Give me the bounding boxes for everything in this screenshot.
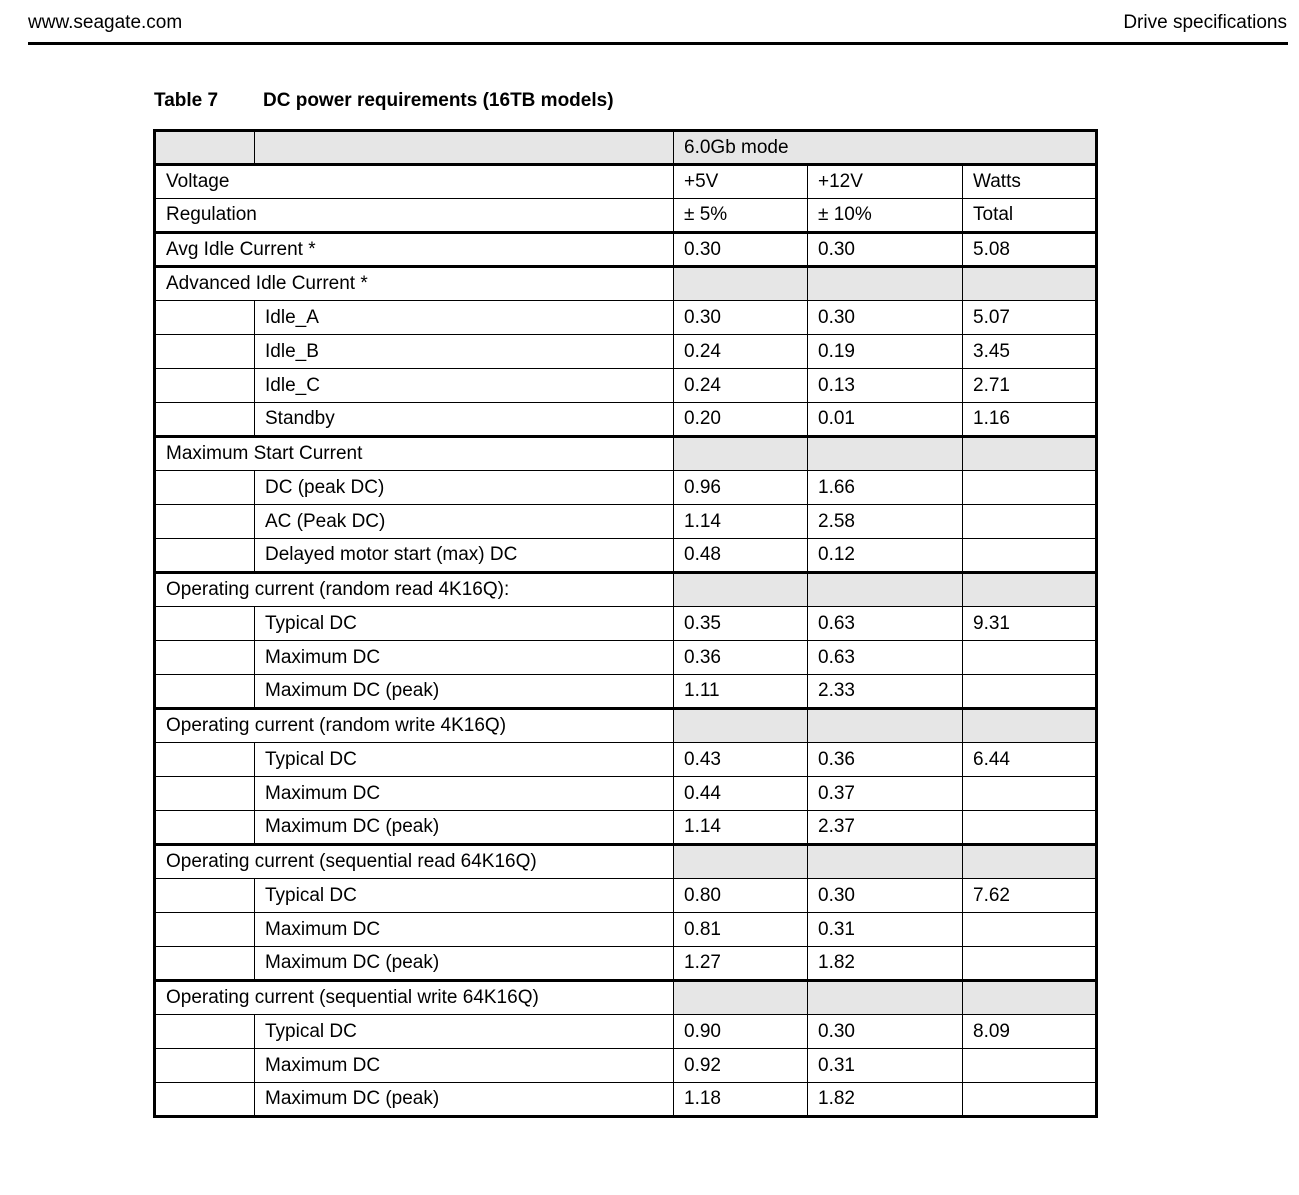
indent-cell xyxy=(155,607,255,641)
row-label: Typical DC xyxy=(255,607,674,641)
shaded-cell xyxy=(808,709,963,743)
value-5v: 0.24 xyxy=(674,369,808,403)
indent-cell xyxy=(155,335,255,369)
value-watts xyxy=(963,1049,1097,1083)
table-row xyxy=(155,641,1097,675)
shaded-cell xyxy=(674,573,808,607)
value-watts xyxy=(963,471,1097,505)
value-12v: 2.37 xyxy=(808,811,963,845)
indent-cell xyxy=(155,811,255,845)
table-row xyxy=(155,607,1097,641)
indent-cell xyxy=(155,1049,255,1083)
shaded-cell xyxy=(963,437,1097,471)
value-12v: 0.13 xyxy=(808,369,963,403)
indent-cell xyxy=(155,539,255,573)
value-watts xyxy=(963,1083,1097,1117)
row-label: Maximum DC xyxy=(255,913,674,947)
shaded-cell xyxy=(674,709,808,743)
table-row xyxy=(155,505,1097,539)
indent-cell xyxy=(155,403,255,437)
indent-cell xyxy=(155,471,255,505)
table-row xyxy=(155,403,1097,437)
value-watts: 1.16 xyxy=(963,403,1097,437)
avg-idle-12v: 0.30 xyxy=(808,233,963,267)
indent-cell xyxy=(155,947,255,981)
value-5v: 0.48 xyxy=(674,539,808,573)
avg-idle-watts: 5.08 xyxy=(963,233,1097,267)
row-label: Idle_C xyxy=(255,369,674,403)
indent-cell xyxy=(155,913,255,947)
table-row xyxy=(155,539,1097,573)
value-5v: 0.80 xyxy=(674,879,808,913)
value-12v: 2.33 xyxy=(808,675,963,709)
indent-cell xyxy=(155,505,255,539)
regulation-5v: ± 5% xyxy=(674,199,808,233)
table-row xyxy=(155,913,1097,947)
shaded-cell xyxy=(963,709,1097,743)
row-label: Typical DC xyxy=(255,879,674,913)
value-12v: 0.63 xyxy=(808,607,963,641)
section-header-row xyxy=(155,981,1097,1015)
section-label: Advanced Idle Current * xyxy=(155,267,674,301)
indent-cell xyxy=(155,879,255,913)
regulation-total: Total xyxy=(963,199,1097,233)
value-watts: 6.44 xyxy=(963,743,1097,777)
section-header-row xyxy=(155,573,1097,607)
value-12v: 0.30 xyxy=(808,1015,963,1049)
row-label: Maximum DC (peak) xyxy=(255,811,674,845)
section-header-row xyxy=(155,709,1097,743)
indent-cell xyxy=(155,301,255,335)
voltage-label: Voltage xyxy=(155,165,674,199)
table-row xyxy=(155,811,1097,845)
row-label: Maximum DC (peak) xyxy=(255,947,674,981)
value-5v: 1.11 xyxy=(674,675,808,709)
shaded-cell xyxy=(808,845,963,879)
row-label: Maximum DC xyxy=(255,777,674,811)
table-row xyxy=(155,335,1097,369)
indent-cell xyxy=(155,369,255,403)
shaded-cell xyxy=(808,437,963,471)
voltage-watts: Watts xyxy=(963,165,1097,199)
table-row xyxy=(155,165,1097,199)
row-label: Delayed motor start (max) DC xyxy=(255,539,674,573)
dc-power-table xyxy=(153,129,1098,1118)
value-5v: 0.24 xyxy=(674,335,808,369)
table-row xyxy=(155,369,1097,403)
table-row xyxy=(155,131,1097,165)
value-watts: 3.45 xyxy=(963,335,1097,369)
section-label: Operating current (sequential write 64K16Q) xyxy=(155,981,674,1015)
value-12v: 0.63 xyxy=(808,641,963,675)
value-12v: 0.37 xyxy=(808,777,963,811)
section-header-row xyxy=(155,845,1097,879)
value-5v: 0.44 xyxy=(674,777,808,811)
avg-idle-5v: 0.30 xyxy=(674,233,808,267)
table-row xyxy=(155,233,1097,267)
table-row xyxy=(155,675,1097,709)
value-watts xyxy=(963,539,1097,573)
value-5v: 1.27 xyxy=(674,947,808,981)
value-12v: 0.31 xyxy=(808,913,963,947)
row-label: Idle_A xyxy=(255,301,674,335)
value-5v: 1.14 xyxy=(674,811,808,845)
value-watts xyxy=(963,505,1097,539)
value-5v: 1.14 xyxy=(674,505,808,539)
value-5v: 0.43 xyxy=(674,743,808,777)
row-label: Maximum DC xyxy=(255,641,674,675)
value-watts xyxy=(963,777,1097,811)
shaded-cell xyxy=(808,981,963,1015)
voltage-12v: +12V xyxy=(808,165,963,199)
row-label: Idle_B xyxy=(255,335,674,369)
value-5v: 0.20 xyxy=(674,403,808,437)
shaded-cell xyxy=(963,267,1097,301)
value-watts xyxy=(963,675,1097,709)
value-12v: 1.82 xyxy=(808,1083,963,1117)
indent-cell xyxy=(155,1083,255,1117)
regulation-label: Regulation xyxy=(155,199,674,233)
value-watts xyxy=(963,947,1097,981)
indent-cell xyxy=(155,1015,255,1049)
value-5v: 0.30 xyxy=(674,301,808,335)
row-label: Maximum DC (peak) xyxy=(255,675,674,709)
value-5v: 1.18 xyxy=(674,1083,808,1117)
indent-cell xyxy=(155,675,255,709)
mode-header: 6.0Gb mode xyxy=(674,131,1097,165)
section-title: Drive specifications xyxy=(1123,12,1287,33)
shaded-cell xyxy=(674,437,808,471)
section-header-row xyxy=(155,267,1097,301)
table-row xyxy=(155,1083,1097,1117)
row-label: Maximum DC xyxy=(255,1049,674,1083)
table-row xyxy=(155,947,1097,981)
table-row xyxy=(155,301,1097,335)
value-5v: 0.92 xyxy=(674,1049,808,1083)
table-row xyxy=(155,1015,1097,1049)
value-12v: 0.01 xyxy=(808,403,963,437)
row-label: DC (peak DC) xyxy=(255,471,674,505)
shaded-cell xyxy=(674,981,808,1015)
shaded-cell xyxy=(808,573,963,607)
table-row xyxy=(155,1049,1097,1083)
shaded-cell xyxy=(963,573,1097,607)
value-12v: 1.66 xyxy=(808,471,963,505)
regulation-12v: ± 10% xyxy=(808,199,963,233)
header-rule xyxy=(28,42,1288,45)
table-caption xyxy=(154,90,614,112)
value-watts: 5.07 xyxy=(963,301,1097,335)
shaded-cell xyxy=(808,267,963,301)
table-row xyxy=(155,743,1097,777)
header-blank-cell xyxy=(255,131,674,165)
value-watts xyxy=(963,641,1097,675)
value-12v: 2.58 xyxy=(808,505,963,539)
value-12v: 0.30 xyxy=(808,301,963,335)
indent-cell xyxy=(155,743,255,777)
header-blank-cell xyxy=(155,131,255,165)
table-row xyxy=(155,777,1097,811)
row-label: Typical DC xyxy=(255,1015,674,1049)
value-watts: 7.62 xyxy=(963,879,1097,913)
value-12v: 1.82 xyxy=(808,947,963,981)
table-title: DC power requirements (16TB models) xyxy=(263,90,614,111)
row-label: Standby xyxy=(255,403,674,437)
site-url: www.seagate.com xyxy=(28,12,183,33)
value-watts xyxy=(963,811,1097,845)
section-label: Operating current (random read 4K16Q): xyxy=(155,573,674,607)
value-12v: 0.19 xyxy=(808,335,963,369)
shaded-cell xyxy=(674,267,808,301)
section-label: Operating current (sequential read 64K16Q) xyxy=(155,845,674,879)
section-header-row xyxy=(155,437,1097,471)
shaded-cell xyxy=(674,845,808,879)
shaded-cell xyxy=(963,981,1097,1015)
value-watts xyxy=(963,913,1097,947)
row-label: Maximum DC (peak) xyxy=(255,1083,674,1117)
voltage-5v: +5V xyxy=(674,165,808,199)
value-12v: 0.31 xyxy=(808,1049,963,1083)
value-5v: 0.96 xyxy=(674,471,808,505)
table-row xyxy=(155,879,1097,913)
value-12v: 0.12 xyxy=(808,539,963,573)
value-5v: 0.90 xyxy=(674,1015,808,1049)
section-label: Maximum Start Current xyxy=(155,437,674,471)
value-12v: 0.36 xyxy=(808,743,963,777)
row-label: AC (Peak DC) xyxy=(255,505,674,539)
indent-cell xyxy=(155,777,255,811)
value-watts: 9.31 xyxy=(963,607,1097,641)
section-label: Operating current (random write 4K16Q) xyxy=(155,709,674,743)
row-label: Typical DC xyxy=(255,743,674,777)
table-row xyxy=(155,471,1097,505)
value-watts: 8.09 xyxy=(963,1015,1097,1049)
table-number: Table 7 xyxy=(154,90,219,111)
value-12v: 0.30 xyxy=(808,879,963,913)
value-5v: 0.81 xyxy=(674,913,808,947)
value-5v: 0.36 xyxy=(674,641,808,675)
table-row xyxy=(155,199,1097,233)
avg-idle-label: Avg Idle Current * xyxy=(155,233,674,267)
shaded-cell xyxy=(963,845,1097,879)
value-5v: 0.35 xyxy=(674,607,808,641)
indent-cell xyxy=(155,641,255,675)
value-watts: 2.71 xyxy=(963,369,1097,403)
